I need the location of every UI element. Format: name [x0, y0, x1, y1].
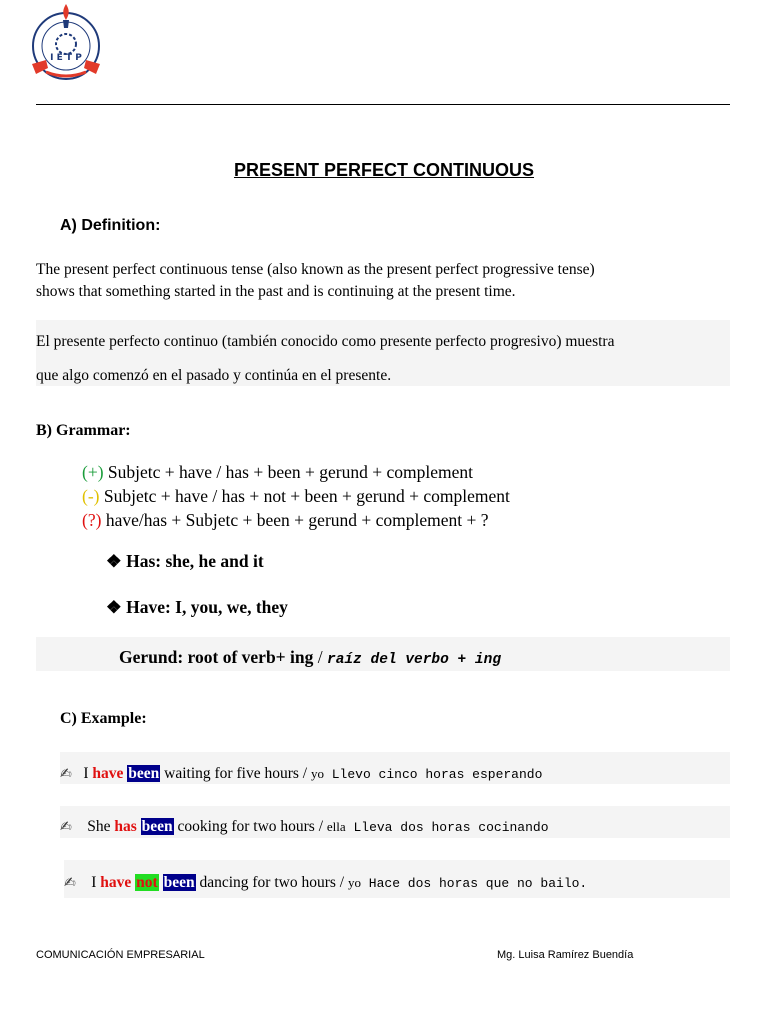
- definition-english-line1: The present perfect continuous tense (also known as the present perfect progressive tense): [36, 261, 595, 278]
- bullet-have-text: Have: I, you, we, they: [126, 597, 288, 617]
- school-seal-logo: [28, 2, 104, 86]
- example-aux: has: [114, 818, 137, 835]
- example-separator: /: [335, 874, 348, 891]
- writing-hand-icon: ✍: [64, 875, 76, 891]
- formula-affirmative: [82, 460, 473, 484]
- example-heading: C) Example:: [60, 710, 147, 727]
- example-been-highlight: been: [141, 818, 173, 835]
- definition-spanish-line2: que algo comenzó en el pasado y continúa en el presente.: [36, 367, 392, 384]
- example-spanish: Llevo cinco horas esperando: [323, 767, 543, 782]
- footer-author: Mg. Luisa Ramírez Buendía: [497, 949, 634, 961]
- example-aux: have: [100, 874, 132, 891]
- example-aux: have: [92, 765, 124, 782]
- positive-symbol: (+): [82, 462, 104, 482]
- example-rest: dancing for two hours: [195, 874, 336, 891]
- definition-english-line2: shows that something started in the past and is continuing at the present time.: [36, 283, 516, 300]
- gerund-label: Gerund: root of verb+ ing: [119, 647, 314, 667]
- example-row-2: [60, 806, 730, 838]
- formula-text: Subjetc + have / has + been + gerund + complement: [103, 462, 473, 482]
- example-separator: /: [298, 765, 311, 782]
- header-rule: [36, 104, 730, 105]
- example-subject: I: [91, 874, 101, 891]
- gerund-line: [119, 647, 501, 668]
- footer-course: COMUNICACIÓN EMPRESARIAL: [36, 949, 205, 961]
- formula-question: [82, 508, 489, 532]
- example-pronoun: yo: [347, 875, 361, 890]
- example-row-3: [64, 860, 730, 898]
- diamond-bullet-icon: ❖: [106, 597, 122, 617]
- definition-heading: A) Definition:: [60, 217, 161, 234]
- formula-text: have/has + Subjetc + been + gerund + complement + ?: [101, 510, 489, 530]
- bullet-has-text: Has: she, he and it: [126, 551, 264, 571]
- example-been-highlight: been: [163, 874, 195, 891]
- page-title: PRESENT PERFECT CONTINUOUS: [233, 160, 535, 180]
- writing-hand-icon: ✍: [60, 766, 72, 782]
- formula-text: Subjetc + have / has + not + been + gerund + complement: [99, 486, 510, 506]
- bullet-has: [106, 551, 264, 572]
- writing-hand-icon: ✍: [60, 819, 72, 835]
- svg-text:I E T P: I E T P: [50, 53, 82, 63]
- example-been-highlight: been: [128, 765, 160, 782]
- example-rest: cooking for two hours: [173, 818, 315, 835]
- example-row-1: [60, 752, 730, 784]
- definition-spanish-line1: El presente perfecto continuo (también conocido como presente perfecto progresivo) muestra: [36, 333, 615, 350]
- example-subject: She: [87, 818, 115, 835]
- question-symbol: (?): [82, 510, 102, 530]
- negative-symbol: (-): [82, 486, 100, 506]
- definition-english: [36, 259, 595, 303]
- example-pronoun: ella: [326, 819, 346, 834]
- example-subject: I: [83, 765, 93, 782]
- example-spanish: Lleva dos horas cocinando: [345, 820, 549, 835]
- formula-negative: [82, 484, 510, 508]
- example-rest: waiting for five hours: [160, 765, 299, 782]
- definition-spanish-box: [36, 320, 730, 386]
- grammar-heading: B) Grammar:: [36, 422, 131, 439]
- example-not-highlight: not: [136, 874, 158, 891]
- diamond-bullet-icon: ❖: [106, 551, 122, 571]
- gerund-separator: /: [313, 647, 327, 667]
- bullet-have: [106, 597, 288, 618]
- example-separator: /: [314, 818, 327, 835]
- example-spanish: Hace dos horas que no bailo.: [360, 876, 588, 891]
- gerund-spanish: raíz del verbo + ing: [327, 652, 502, 668]
- gerund-box: [36, 637, 730, 671]
- example-pronoun: yo: [310, 766, 324, 781]
